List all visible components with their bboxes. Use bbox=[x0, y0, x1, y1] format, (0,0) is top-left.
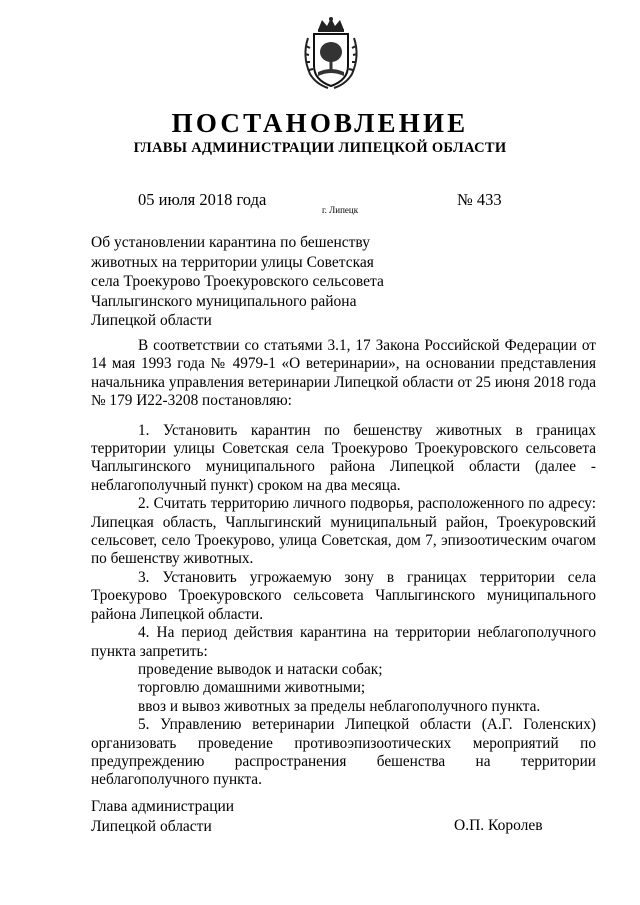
signatory-name: О.П. Королев bbox=[454, 817, 543, 834]
signatory-position bbox=[91, 797, 234, 836]
signatory-position-line: Липецкой области bbox=[91, 817, 212, 835]
decree-item-1: 1. Установить карантин по бешенству животных в границах территории улицы Советская села Троекурово Троекуровского сельсовета Чаплыгинского муниципального района Липецкой области (далее - неблагополучный пункт) сроком на два месяца. bbox=[91, 421, 596, 494]
decree-item-4: 4. На период действия карантина на территории неблагополучного пункта запретить: bbox=[91, 624, 596, 660]
document-subject bbox=[91, 233, 384, 331]
signatory-position-line: Глава администрации bbox=[91, 798, 235, 815]
document-title: ПОСТАНОВЛЕНИЕ bbox=[171, 108, 469, 138]
subject-line: Об установлении карантина по бешенству bbox=[91, 234, 370, 251]
subject-line: села Троекурово Троекуровского сельсовета bbox=[91, 273, 384, 290]
lipetsk-coat-of-arms-icon bbox=[300, 16, 362, 90]
prohibition-item: торговлю домашними животными; bbox=[138, 679, 366, 697]
subject-line: Чаплыгинского муниципального района bbox=[91, 292, 357, 310]
coat-of-arms-emblem bbox=[300, 16, 362, 90]
prohibition-item: ввоз и вывоз животных за пределы неблагополучного пункта. bbox=[138, 697, 541, 715]
subject-line: Липецкой области bbox=[91, 312, 212, 329]
document-city: г. Липецк bbox=[322, 205, 359, 215]
decree-item-2: 2. Считать территорию личного подворья, расположенного по адресу: Липецкая область, Чаплыгинский муниципальный район, Троекуровский сельсовет, село Троекурово, улица Советская, дом 7, эпизоотическим очагом по бешенству животных. bbox=[91, 495, 596, 568]
document-number: № 433 bbox=[457, 190, 502, 209]
document-issuer: ГЛАВЫ АДМИНИСТРАЦИИ ЛИПЕЦКОЙ ОБЛАСТИ bbox=[133, 140, 507, 156]
subject-line: животных на территории улицы Советская bbox=[91, 253, 374, 271]
preamble-paragraph: В соответствии со статьями 3.1, 17 Закона Российской Федерации от 14 мая 1993 года № 4979-1 «О ветеринарии», на основании представления начальника управления ветеринарии Липецкой области от 25 июня 2018 года № 179 И22-3208 постановляю: bbox=[91, 337, 596, 410]
decree-item-5: 5. Управлению ветеринарии Липецкой области (А.Г. Голенских) организовать проведение противоэпизоотических мероприятий по предупреждению распространения бешенства на территории неблагополучного пункта. bbox=[91, 716, 596, 789]
document-body bbox=[91, 337, 596, 790]
prohibition-item: проведение выводок и натаски собак; bbox=[138, 660, 383, 678]
decree-item-3: 3. Установить угрожаемую зону в границах территории села Троекурово Троекуровского сельсовета Чаплыгинского муниципального района Липецкой области. bbox=[91, 568, 596, 623]
document-date: 05 июля 2018 года bbox=[138, 190, 267, 209]
